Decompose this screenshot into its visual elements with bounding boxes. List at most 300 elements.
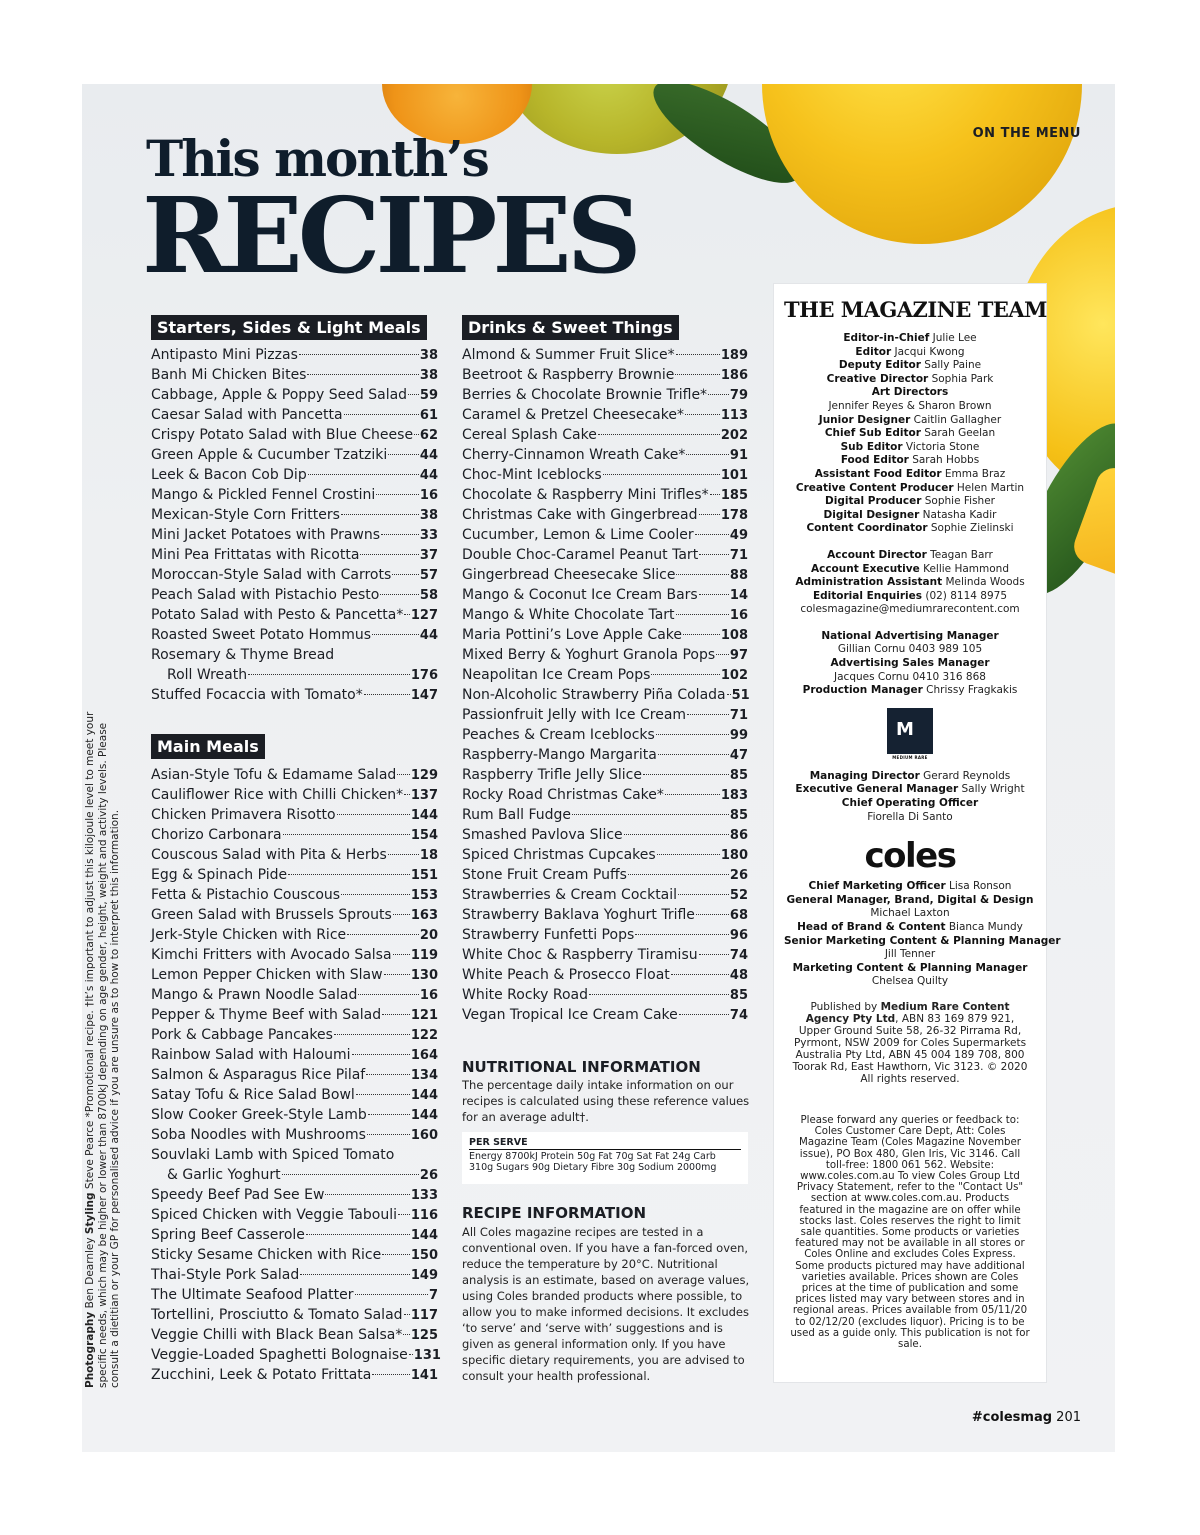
recipe-name: Crispy Potato Salad with Blue Cheese xyxy=(151,427,414,443)
team-member-row xyxy=(784,441,1036,455)
recipe-info-title: RECIPE INFORMATION xyxy=(462,1204,647,1222)
team-role: National Advertising Manager xyxy=(821,629,999,642)
recipe-name: Almond & Summer Fruit Slice* xyxy=(462,347,675,363)
recipe-list-item xyxy=(462,567,748,587)
recipe-name: Roasted Sweet Potato Hommus xyxy=(151,627,372,643)
medium-rare-logo-mark: M xyxy=(896,718,914,740)
recipe-name: Caramel & Pretzel Cheesecake* xyxy=(462,407,684,423)
dot-leader xyxy=(388,854,419,855)
recipe-list-item xyxy=(462,967,748,987)
recipe-name: Passionfruit Jelly with Ice Cream xyxy=(462,707,687,723)
recipe-name: Veggie Chilli with Black Bean Salsa* xyxy=(151,1327,403,1343)
dot-leader xyxy=(288,874,410,875)
recipe-page-number: 79 xyxy=(729,388,748,403)
recipe-page-number: 7 xyxy=(428,1288,438,1303)
recipe-page-number: 202 xyxy=(720,428,748,443)
recipe-list-item xyxy=(462,607,748,627)
recipe-list-item xyxy=(151,847,438,867)
dot-leader xyxy=(685,414,720,415)
dot-leader xyxy=(248,674,410,675)
recipe-list-item xyxy=(151,787,438,807)
recipe-name: Zucchini, Leek & Potato Frittata xyxy=(151,1367,372,1383)
dot-leader xyxy=(603,474,720,475)
recipe-page-number: 59 xyxy=(419,388,438,403)
recipe-list-item xyxy=(462,907,748,927)
recipe-name: Mango & Coconut Ice Cream Bars xyxy=(462,587,698,603)
team-role: Junior Designer xyxy=(818,413,911,426)
mango-image xyxy=(762,84,1082,244)
recipe-page-number: 44 xyxy=(419,468,438,483)
dot-leader xyxy=(658,754,729,755)
team-role: Chief Marketing Officer xyxy=(808,880,946,893)
recipe-name: Berries & Chocolate Brownie Trifle* xyxy=(462,387,708,403)
team-role: Advertising Sales Manager xyxy=(830,657,990,670)
recipe-list-item xyxy=(462,507,748,527)
dot-leader xyxy=(699,954,729,955)
team-member-name: Sally Wright xyxy=(961,783,1025,796)
recipe-page-number: 144 xyxy=(410,1088,438,1103)
recipe-page-number: 102 xyxy=(720,668,748,683)
dot-leader xyxy=(282,1174,419,1175)
recipe-list-item xyxy=(151,1247,438,1267)
dot-leader xyxy=(299,354,419,355)
dot-leader xyxy=(393,954,410,955)
published-by-label: Published by xyxy=(810,1000,878,1013)
recipe-name: & Garlic Yoghurt xyxy=(167,1167,281,1183)
recipe-list-item xyxy=(151,387,438,407)
recipe-page-number: 183 xyxy=(720,788,748,803)
recipe-list-item xyxy=(151,1267,438,1287)
recipe-page-number: 185 xyxy=(720,488,748,503)
team-member-row xyxy=(784,684,1036,698)
team-role: Chief Sub Editor xyxy=(824,427,921,440)
recipe-list-item xyxy=(151,467,438,487)
recipe-page-number: 113 xyxy=(720,408,748,423)
recipe-list-item xyxy=(151,827,438,847)
recipe-page-number: 37 xyxy=(419,548,438,563)
recipe-page-number: 74 xyxy=(729,948,748,963)
recipe-name: Antipasto Mini Pizzas xyxy=(151,347,298,363)
recipe-list-item xyxy=(462,927,748,947)
team-role: Editorial Enquiries xyxy=(812,589,922,602)
recipe-page-number: 116 xyxy=(410,1208,438,1223)
recipe-list-item xyxy=(151,367,438,387)
team-member-row xyxy=(784,563,1036,577)
team-member-row xyxy=(784,549,1036,563)
dot-leader xyxy=(676,614,729,615)
recipe-name: Mango & Prawn Noodle Salad xyxy=(151,987,358,1003)
dot-leader xyxy=(696,914,729,915)
recipe-name: Mango & White Chocolate Tart xyxy=(462,607,675,623)
recipe-list-item xyxy=(151,1207,438,1227)
recipe-page-number: 176 xyxy=(410,668,438,683)
dot-leader xyxy=(380,594,419,595)
team-member-row xyxy=(784,948,1036,962)
team-member-row xyxy=(784,576,1036,590)
footer-hashtag: #colesmag xyxy=(971,1410,1053,1425)
recipe-name: Raspberry-Mango Margarita xyxy=(462,747,657,763)
recipe-list-item xyxy=(462,387,748,407)
recipe-list-item xyxy=(151,1287,438,1307)
team-role: Account Director xyxy=(827,548,927,561)
dot-leader xyxy=(675,374,720,375)
team-member-row xyxy=(784,880,1036,894)
recipe-name: Leek & Bacon Cob Dip xyxy=(151,467,307,483)
dot-leader xyxy=(344,414,419,415)
medium-rare-logo xyxy=(887,708,933,761)
team-member-row xyxy=(784,671,1036,685)
per-serve-line-1: Energy 8700kJ Protein 50g Fat 70g Sat Fat 24g Carb xyxy=(469,1151,716,1162)
recipe-name: Mango & Pickled Fennel Crostini xyxy=(151,487,376,503)
recipe-page-number: 62 xyxy=(419,428,438,443)
recipe-name: Peaches & Cream Iceblocks xyxy=(462,727,655,743)
dot-leader xyxy=(358,994,419,995)
team-member-name: Michael Laxton xyxy=(870,907,950,920)
dot-leader xyxy=(643,774,729,775)
recipe-list-item xyxy=(151,687,438,707)
recipe-name: White Choc & Raspberry Tiramisu xyxy=(462,947,698,963)
team-group-editorial xyxy=(784,332,1036,536)
side-credit-note xyxy=(84,688,122,1388)
recipe-page-number: 147 xyxy=(410,688,438,703)
recipe-name: Speedy Beef Pad See Ew xyxy=(151,1187,325,1203)
team-member-name: Helen Martin xyxy=(956,481,1025,494)
recipe-list-item xyxy=(151,1127,438,1147)
dot-leader xyxy=(414,434,419,435)
recipe-name: Vegan Tropical Ice Cream Cake xyxy=(462,1007,678,1023)
recipe-page-number: 131 xyxy=(413,1348,441,1363)
recipe-list-item xyxy=(151,807,438,827)
team-member-name: Jacques Cornu 0410 316 868 xyxy=(834,670,986,683)
recipe-list-item xyxy=(151,1307,438,1327)
page-footer xyxy=(972,1410,1081,1425)
recipe-page-number: 101 xyxy=(720,468,748,483)
recipe-list-item xyxy=(151,887,438,907)
team-member-name: Natasha Kadir xyxy=(922,508,997,521)
recipe-name: Soba Noodles with Mushrooms xyxy=(151,1127,366,1143)
recipe-list-item xyxy=(462,727,748,747)
dot-leader xyxy=(665,794,720,795)
recipe-list-item xyxy=(151,427,438,447)
recipe-page-number: 14 xyxy=(729,588,748,603)
recipe-list-item xyxy=(462,1007,748,1027)
recipe-page-number: 44 xyxy=(419,448,438,463)
dot-leader xyxy=(300,1274,410,1275)
recipe-name: Peach Salad with Pistachio Pesto xyxy=(151,587,380,603)
recipe-list-item xyxy=(462,847,748,867)
recipe-page-number: 26 xyxy=(419,1168,438,1183)
team-role: Marketing Content & Planning Manager xyxy=(792,961,1028,974)
recipe-name: Mixed Berry & Yoghurt Granola Pops xyxy=(462,647,716,663)
dot-leader xyxy=(651,674,719,675)
recipe-page-number: 51 xyxy=(731,688,750,703)
recipe-list-item xyxy=(462,827,748,847)
mains-recipe-list xyxy=(151,767,441,1387)
team-member-row xyxy=(784,414,1036,428)
recipe-name: Slow Cooker Greek-Style Lamb xyxy=(151,1107,367,1123)
recipe-name: Pork & Cabbage Pancakes xyxy=(151,1027,333,1043)
team-role: Head of Brand & Content xyxy=(797,921,946,933)
recipe-page-number: 49 xyxy=(729,528,748,543)
recipe-list-item xyxy=(462,367,748,387)
team-member-row xyxy=(784,522,1036,536)
recipe-page-number: 38 xyxy=(419,348,438,363)
recipe-page-number: 16 xyxy=(419,988,438,1003)
team-member-row xyxy=(784,797,1036,811)
recipe-name: Potato Salad with Pesto & Pancetta* xyxy=(151,607,404,623)
recipe-list-item xyxy=(151,607,438,627)
recipe-list-item xyxy=(151,867,438,887)
team-role: Assistant Food Editor xyxy=(814,467,942,480)
team-role: Art Directors xyxy=(871,386,949,399)
recipe-name: Beetroot & Raspberry Brownie xyxy=(462,367,675,383)
recipe-list-item xyxy=(151,1147,438,1167)
recipe-page-number: 74 xyxy=(729,1008,748,1023)
recipe-page-number: 91 xyxy=(729,448,748,463)
team-role: General Manager, Brand, Digital & Design xyxy=(786,893,1034,906)
recipe-page-number: 108 xyxy=(720,628,748,643)
recipe-info-text: All Coles magazine recipes are tested in a conventional oven. If you have a fan-forced oven, reduce the temperature by 20°C. Nutritional analysis is an estimate, based on average values, using Coles branded products where possible, to allow you to make informed decisions. It excludes ‘to serve’ and ‘serve with’ suggestions and is given as general information only. If you have specific dietary requirements, you are advised to consult your health professional. xyxy=(462,1225,750,1383)
recipe-name: Chicken Primavera Risotto xyxy=(151,807,336,823)
team-member-row xyxy=(784,962,1036,976)
section-kicker: ON THE MENU xyxy=(972,126,1081,141)
team-role: Account Executive xyxy=(810,562,920,575)
dot-leader xyxy=(364,694,410,695)
team-member-name: Jennifer Reyes & Sharon Brown xyxy=(828,399,992,412)
recipe-page-number: 127 xyxy=(410,608,438,623)
recipe-page-number: 16 xyxy=(419,488,438,503)
recipe-name: Double Choc-Caramel Peanut Tart xyxy=(462,547,699,563)
recipe-page-number: 61 xyxy=(419,408,438,423)
recipe-name: Mini Jacket Potatoes with Prawns xyxy=(151,527,381,543)
recipe-list-item xyxy=(462,667,748,687)
recipe-page-number: 38 xyxy=(419,508,438,523)
dot-leader xyxy=(708,394,729,395)
recipe-list-item xyxy=(151,347,438,367)
nutrition-title: NUTRITIONAL INFORMATION xyxy=(462,1058,701,1076)
recipe-name: Green Salad with Brussels Sprouts xyxy=(151,907,392,923)
team-member-row xyxy=(784,894,1036,908)
dot-leader xyxy=(347,934,419,935)
dot-leader xyxy=(372,634,419,635)
team-member-name: Fiorella Di Santo xyxy=(867,810,953,823)
team-member-row xyxy=(784,427,1036,441)
team-member-name: Teagan Barr xyxy=(930,548,993,561)
recipe-page-number: 88 xyxy=(729,568,748,583)
dot-leader xyxy=(404,794,410,795)
recipe-list-item xyxy=(151,927,438,947)
dot-leader xyxy=(382,1014,410,1015)
team-group-marketing xyxy=(784,880,1061,989)
recipe-list-item xyxy=(151,907,438,927)
recipe-page-number: 52 xyxy=(729,888,748,903)
dot-leader xyxy=(341,514,419,515)
team-role: Food Editor xyxy=(840,454,909,467)
team-member-row xyxy=(784,811,1036,825)
recipe-name: Mini Pea Frittatas with Ricotta xyxy=(151,547,360,563)
recipe-list-item xyxy=(151,667,438,687)
drinks-recipe-list xyxy=(462,347,748,1027)
recipe-name: Christmas Cake with Gingerbread xyxy=(462,507,698,523)
recipe-page-number: 151 xyxy=(410,868,438,883)
recipe-name: Green Apple & Cucumber Tzatziki xyxy=(151,447,388,463)
recipe-list-item xyxy=(151,587,438,607)
recipe-name: Spiced Christmas Cupcakes xyxy=(462,847,656,863)
recipe-page-number: 180 xyxy=(720,848,748,863)
recipe-page-number: 186 xyxy=(720,368,748,383)
recipe-list-item xyxy=(462,707,748,727)
recipe-name: Cereal Splash Cake xyxy=(462,427,597,443)
recipe-list-item xyxy=(151,967,438,987)
dot-leader xyxy=(404,1314,410,1315)
recipe-page-number: 122 xyxy=(410,1028,438,1043)
starters-recipe-list xyxy=(151,347,438,707)
recipe-name: Stone Fruit Cream Puffs xyxy=(462,867,627,883)
recipe-list-item xyxy=(151,947,438,967)
recipe-name: Non-Alcoholic Strawberry Piña Colada xyxy=(462,687,726,703)
recipe-list-item xyxy=(462,587,748,607)
dot-leader xyxy=(356,1094,410,1095)
team-member-name: Melinda Woods xyxy=(945,576,1025,589)
recipe-page-number: 178 xyxy=(720,508,748,523)
recipe-page-number: 144 xyxy=(410,1228,438,1243)
styling-credit-label: Styling xyxy=(84,1192,96,1235)
team-member-row xyxy=(784,386,1036,400)
dot-leader xyxy=(393,914,410,915)
dot-leader xyxy=(308,474,419,475)
team-role: Creative Director xyxy=(826,372,929,385)
dot-leader xyxy=(366,1074,410,1075)
headline-line-1: This month’s xyxy=(146,129,488,188)
recipe-list-item xyxy=(151,767,438,787)
recipe-list-item xyxy=(151,567,438,587)
dot-leader xyxy=(376,494,419,495)
team-member-name: Lisa Ronson xyxy=(948,880,1012,893)
recipe-list-item xyxy=(462,527,748,547)
team-member-name: Jill Tenner xyxy=(884,948,936,961)
team-member-name: Jacqui Kwong xyxy=(894,345,965,358)
team-member-name: (02) 8114 8975 xyxy=(925,589,1008,602)
recipe-page-number: 144 xyxy=(410,808,438,823)
team-member-row xyxy=(784,346,1036,360)
recipe-name: Maria Pottini’s Love Apple Cake xyxy=(462,627,683,643)
recipe-page-number: 16 xyxy=(729,608,748,623)
team-member-name: Sophia Park xyxy=(931,372,994,385)
recipe-list-item xyxy=(151,1167,438,1187)
team-role: Senior Marketing Content & Planning Manager xyxy=(784,934,1061,947)
recipe-list-item xyxy=(462,947,748,967)
recipe-list-item xyxy=(462,747,748,767)
recipe-list-item xyxy=(462,867,748,887)
recipe-page-number: 141 xyxy=(410,1368,438,1383)
recipe-name: Rum Ball Fudge xyxy=(462,807,572,823)
recipe-page-number: 71 xyxy=(729,548,748,563)
dot-leader xyxy=(598,434,720,435)
headline-line-2: RECIPES xyxy=(142,174,637,297)
recipe-name: Fetta & Pistachio Couscous xyxy=(151,887,341,903)
recipe-name: Spring Beef Casserole xyxy=(151,1227,305,1243)
dot-leader xyxy=(727,694,731,695)
recipe-list-item xyxy=(462,887,748,907)
recipe-list-item xyxy=(151,1347,441,1367)
team-role: Deputy Editor xyxy=(838,359,921,372)
feedback-notice: Please forward any queries or feedback to: Coles Customer Care Dept, Att: Coles Magazine Team (Coles Magazine November issue), PO Box 480, Glen Iris, Vic 3146. Call toll-free: 1800 061 562. Website: www.coles.com.au To view Coles Group Ltd Privacy Statement, refer to the "Contact Us" section at www.coles.com.au. Products featured in the magazine are on offer while stocks last. Coles reserves the right to limit sale quantities. Some products or varieties featured may not be available in all stores or Coles Online and excludes Coles Express. Some products pictured may have additional varieties available. Prices shown are Coles prices at the time of publication and some prices listed may vary between stores and in regional areas. Prices available from 05/11/20 to 02/12/20 (excludes liquor). Pricing is to be used as a guide only. This publication is not for sale. xyxy=(790,1114,1030,1351)
recipe-name: Egg & Spinach Pide xyxy=(151,867,288,883)
recipe-list-item xyxy=(151,487,438,507)
dot-leader xyxy=(676,574,728,575)
dot-leader xyxy=(683,634,720,635)
recipe-list-item xyxy=(462,467,748,487)
recipe-name: Tortellini, Prosciutto & Tomato Salad xyxy=(151,1307,403,1323)
team-member-row xyxy=(784,454,1036,468)
dot-leader xyxy=(687,714,729,715)
team-member-name: Victoria Stone xyxy=(905,440,980,453)
team-member-name: Emma Braz xyxy=(944,467,1006,480)
recipe-list-item xyxy=(462,807,748,827)
dot-leader xyxy=(699,554,729,555)
recipe-name: Couscous Salad with Pita & Herbs xyxy=(151,847,387,863)
recipe-page-number: 119 xyxy=(410,948,438,963)
recipe-page-number: 130 xyxy=(410,968,438,983)
recipe-list-item xyxy=(151,1327,438,1347)
dot-leader xyxy=(381,534,419,535)
dot-leader xyxy=(699,514,720,515)
recipe-name: Strawberries & Cream Cocktail xyxy=(462,887,678,903)
dot-leader xyxy=(635,934,729,935)
team-member-row xyxy=(784,373,1036,387)
recipe-page-number: 189 xyxy=(720,348,748,363)
recipe-list-item xyxy=(151,407,438,427)
recipe-name: Spiced Chicken with Veggie Tabouli xyxy=(151,1207,397,1223)
team-member-row xyxy=(784,975,1036,989)
dot-leader xyxy=(572,814,729,815)
recipe-list-item xyxy=(151,1187,438,1207)
dot-leader xyxy=(695,534,729,535)
photo-credit-label: Photography xyxy=(84,1311,96,1388)
team-member-name: Sarah Geelan xyxy=(924,427,996,440)
recipe-list-item xyxy=(462,547,748,567)
team-role: Digital Designer xyxy=(823,508,920,521)
team-member-row xyxy=(784,783,1036,797)
team-group-accounts xyxy=(784,549,1036,617)
recipe-name: Raspberry Trifle Jelly Slice xyxy=(462,767,642,783)
recipe-page-number: 68 xyxy=(729,908,748,923)
dot-leader xyxy=(355,1294,428,1295)
recipe-name: Chocolate & Raspberry Mini Trifles* xyxy=(462,487,709,503)
dot-leader xyxy=(368,1114,410,1115)
recipe-list-item xyxy=(462,347,748,367)
magazine-page xyxy=(82,84,1115,1452)
dot-leader xyxy=(676,354,720,355)
recipe-list-item xyxy=(151,1027,438,1047)
dot-leader xyxy=(352,1054,410,1055)
recipe-list-item xyxy=(151,1087,438,1107)
dot-leader xyxy=(589,994,729,995)
team-member-row xyxy=(784,332,1036,346)
recipe-page-number: 163 xyxy=(410,908,438,923)
team-member-row xyxy=(784,359,1036,373)
recipe-name: Caesar Salad with Pancetta xyxy=(151,407,343,423)
dot-leader xyxy=(341,894,410,895)
recipe-page-number: 44 xyxy=(419,628,438,643)
dot-leader xyxy=(679,1014,729,1015)
dot-leader xyxy=(388,454,419,455)
team-member-name: Gerard Reynolds xyxy=(923,769,1011,782)
recipe-page-number: 96 xyxy=(729,928,748,943)
recipe-name: White Peach & Prosecco Float xyxy=(462,967,670,983)
recipe-name: Stuffed Focaccia with Tomato* xyxy=(151,687,363,703)
recipe-name: Cherry-Cinnamon Wreath Cake* xyxy=(462,447,686,463)
